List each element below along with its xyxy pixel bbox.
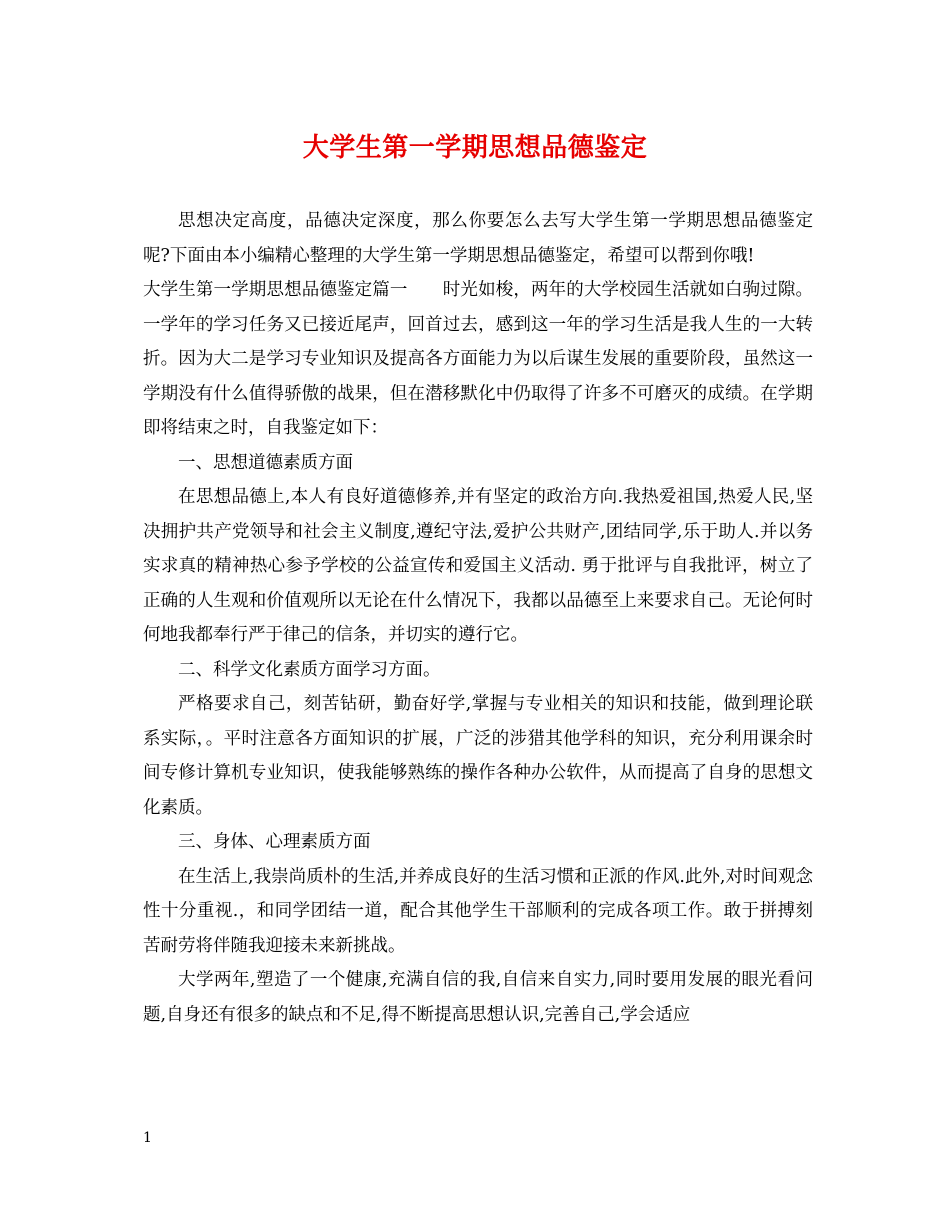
page-title: 大学生第一学期思想品德鉴定 xyxy=(302,133,648,163)
section-heading-body: 三、身体、心理素质方面 xyxy=(178,832,371,852)
section-heading-moral: 一、思想道德素质方面 xyxy=(178,452,353,473)
body-paragraph: 在生活上,我崇尚质朴的生活,并养成良好的生活习惯和正派的作风.此外,对时间观念性十分重视.，和同学团结一道，配合其他学生干部顺利的完成各项工作。敢于拼搏刻苦耐劳将伴随我迎接未来新挑战。 xyxy=(143,866,813,956)
document-body xyxy=(143,204,813,1032)
section-intro-paragraph: 大学生第一学期思想品德鉴定篇一 时光如梭，两年的大学校园生活就如白驹过隙。一学年的学习任务又已接近尾声，回首过去，感到这一年的学习生活是我人生的一大转折。因为大二是学习专业知识及提高各方面能力为以后谋生发展的重要阶段，虽然这一学期没有什么值得骄傲的战果，但在潜移默化中仍取得了许多不可磨灭的成绩。在学期即将结束之时，自我鉴定如下： xyxy=(143,280,813,438)
section-heading-science: 二、科学文化素质方面学习方面。 xyxy=(178,659,441,680)
moral-paragraph: 在思想品德上,本人有良好道德修养,并有坚定的政治方向.我热爱祖国,热爱人民,坚决拥护共产党领导和社会主义制度,遵纪守法,爱护公共财产,团结同学,乐于助人.并以务实求真的精神热心参予学校的公益宣传和爱国主义活动. 勇于批评与自我批评，树立了正确的人生观和价值观所以无论在什么情况下，我都以品德至上来要求自己。无论何时何地我都奉行严于律己的信条，并切实的遵行它。 xyxy=(143,487,813,645)
closing-paragraph: 大学两年,塑造了一个健康,充满自信的我,自信来自实力,同时要用发展的眼光看问题,自身还有很多的缺点和不足,得不断提高思想认识,完善自己,学会适应 xyxy=(143,970,813,1025)
page-number: 1 xyxy=(143,1130,152,1146)
science-paragraph: 严格要求自己，刻苦钻研，勤奋好学,掌握与专业相关的知识和技能，做到理论联系实际，。平时注意各方面知识的扩展，广泛的涉猎其他学科的知识，充分利用课余时间专修计算机专业知识，使我能够熟练的操作各种办公软件，从而提高了自身的思想文化素质。 xyxy=(143,694,813,818)
intro-paragraph: 思想决定高度，品德决定深度，那么你要怎么去写大学生第一学期思想品德鉴定呢?下面由本小编精心整理的大学生第一学期思想品德鉴定，希望可以帮到你哦! xyxy=(143,211,813,266)
